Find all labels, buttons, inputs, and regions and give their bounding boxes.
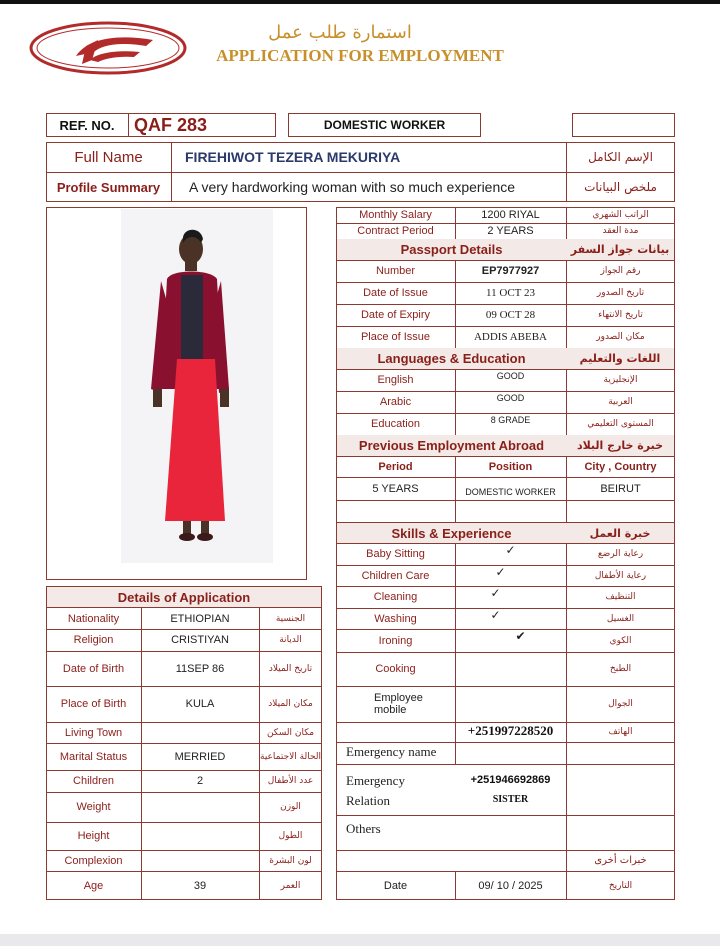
passport-row-label-ar: رقم الجواز	[600, 266, 641, 276]
column-divider	[566, 565, 567, 586]
language-row-value: GOOD	[496, 371, 525, 381]
detail-label: Age	[83, 879, 104, 892]
detail-label-ar: مكان الميلاد	[268, 699, 313, 709]
emergency-phone: +251946692869	[470, 773, 551, 786]
ref-number: QAF 283	[134, 114, 208, 135]
employment-period: 5 YEARS	[372, 482, 419, 495]
employee-mobile-label: Employee mobile	[374, 692, 423, 716]
employee-mobile-label-ar: الجوال	[608, 699, 633, 709]
column-divider	[566, 608, 567, 629]
column-divider	[566, 413, 567, 435]
language-row-value: GOOD	[496, 393, 525, 403]
passport-row-label-ar: تاريخ الانتهاء	[598, 310, 643, 320]
skill-row-label-ar: رعاية الرضع	[597, 549, 644, 559]
passport-row-label-ar: تاريخ الصدور	[596, 288, 645, 298]
details-title: Details of Application	[47, 587, 321, 608]
date-label: Date	[383, 879, 408, 892]
previous-work-label-ar: خبرات أخرى	[594, 855, 647, 866]
employment-section-title-ar: خبرة خارج البلاد	[566, 435, 674, 456]
employment-header-position: Position	[488, 460, 533, 473]
skill-row-value: ✓	[490, 608, 501, 622]
skills-section-title: Skills & Experience	[337, 523, 566, 543]
row-divider	[336, 764, 675, 765]
detail-value	[141, 850, 259, 871]
skill-row-value: ✔	[515, 629, 526, 643]
company-logo	[28, 20, 188, 76]
skill-row-label-ar: الطبخ	[609, 664, 632, 674]
skill-row-value	[455, 652, 566, 686]
detail-label: Date of Birth	[62, 662, 125, 675]
applicant-photo	[121, 209, 273, 563]
detail-value	[141, 722, 259, 743]
column-divider	[566, 260, 567, 282]
profile-summary-label: Profile Summary	[56, 179, 161, 195]
detail-label: Nationality	[67, 612, 120, 625]
column-divider	[566, 223, 567, 239]
profile-summary-value: A very hardworking woman with so much experience	[189, 179, 516, 195]
language-row-value: 8 GRADE	[490, 415, 531, 425]
date-value: 09/ 10 / 2025	[478, 879, 543, 892]
detail-label: Complexion	[64, 854, 123, 867]
skill-row-label-ar: رعاية الأطفال	[594, 570, 647, 581]
skill-row-label-ar: الكوي	[609, 635, 632, 646]
emergency-label: Emergency	[346, 772, 405, 788]
bottom-strip	[0, 934, 720, 946]
detail-value	[141, 822, 259, 850]
employment-header-period: Period	[378, 460, 413, 473]
detail-label-ar: الجنسية	[275, 613, 306, 624]
column-divider	[566, 742, 567, 871]
column-divider	[455, 391, 456, 413]
column-divider	[455, 742, 456, 764]
passport-row-label: Number	[375, 265, 416, 277]
detail-label-ar: الطول	[278, 831, 303, 841]
detail-label-ar: الوزن	[280, 802, 301, 812]
detail-value: KULA	[185, 698, 215, 710]
column-divider	[566, 304, 567, 326]
employee-phone-label-ar: الهاتف	[608, 727, 633, 737]
employee-phone: +251997228520	[467, 723, 554, 738]
column-divider	[455, 282, 456, 304]
passport-section-title: Passport Details	[337, 239, 566, 260]
column-divider	[455, 871, 456, 900]
language-row-label: English	[377, 374, 414, 386]
skill-row-label: Baby Sitting	[366, 548, 425, 560]
detail-value	[141, 792, 259, 822]
emergency-name-label: Emergency name	[346, 744, 437, 759]
detail-value: ETHIOPIAN	[170, 612, 230, 625]
column-divider	[566, 686, 567, 722]
position-title: DOMESTIC WORKER	[323, 118, 446, 132]
column-divider	[455, 722, 456, 742]
employment-position: DOMESTIC WORKER	[465, 486, 556, 497]
detail-value: 2	[196, 775, 204, 787]
column-divider	[455, 260, 456, 282]
detail-value: 39	[193, 879, 207, 892]
contract-period-label-ar: مدة العقد	[602, 226, 639, 236]
column-divider	[455, 326, 456, 348]
passport-row-value: 11 OCT 23	[486, 287, 535, 299]
full-name-label-ar: الإسم الكامل	[588, 150, 653, 164]
column-divider	[566, 722, 567, 742]
skill-row-value: ✓	[505, 543, 516, 557]
column-divider	[566, 282, 567, 304]
relation-value: SISTER	[492, 794, 529, 805]
languages-section-title: Languages & Education	[337, 348, 566, 369]
passport-row-label-ar: مكان الصدور	[596, 332, 645, 342]
column-divider	[566, 391, 567, 413]
language-row-label-ar: المستوى التعليمي	[587, 419, 654, 429]
monthly-salary-value: 1200 RIYAL	[481, 209, 540, 221]
passport-row-label: Date of Issue	[363, 287, 428, 299]
detail-label-ar: العمر	[280, 880, 301, 891]
language-row-label: Education	[371, 418, 420, 430]
column-divider	[455, 586, 456, 608]
monthly-salary-label-ar: الراتب الشهري	[592, 210, 649, 220]
skill-row-value: ✓	[490, 586, 501, 600]
skill-row-value: ✓	[495, 565, 506, 579]
column-divider	[455, 608, 456, 629]
passport-row-label: Date of Expiry	[360, 309, 431, 321]
column-divider	[455, 652, 456, 686]
skill-row-label: Ironing	[378, 634, 413, 647]
detail-label-ar: عدد الأطفال	[267, 776, 314, 786]
detail-label-ar: تاريخ الميلاد	[268, 663, 313, 674]
languages-section-title-ar: اللغات والتعليم	[566, 348, 674, 369]
column-divider	[566, 586, 567, 608]
top-bar	[0, 0, 720, 4]
column-divider	[566, 369, 567, 391]
column-divider	[455, 304, 456, 326]
contract-period-value: 2 YEARS	[487, 225, 534, 237]
column-divider	[455, 543, 456, 565]
title-arabic: استمارة طلب عمل	[268, 22, 412, 43]
column-divider	[566, 871, 567, 900]
detail-label-ar: الحالة الاجتماعية	[260, 751, 321, 762]
relation-label: Relation	[346, 792, 391, 808]
detail-label-ar: الديانة	[279, 635, 302, 645]
language-row-label: Arabic	[379, 396, 412, 408]
skill-row-label: Children Care	[361, 569, 430, 582]
column-divider	[455, 686, 456, 722]
date-label-ar: التاريخ	[608, 880, 633, 891]
detail-value: MERRIED	[174, 750, 226, 763]
column-divider	[566, 543, 567, 565]
full-name-value: FIREHIWOT TEZERA MEKURIYA	[185, 149, 401, 165]
column-divider	[455, 413, 456, 435]
passport-row-value: ADDIS ABEBA	[473, 331, 548, 343]
detail-label: Place of Birth	[60, 698, 127, 710]
monthly-salary-label: Monthly Salary	[359, 209, 432, 221]
detail-value: CRISTIYAN	[171, 634, 229, 646]
skill-row-label: Cleaning	[373, 591, 418, 603]
column-divider	[566, 326, 567, 348]
column-divider	[566, 207, 567, 223]
language-row-label-ar: العربية	[608, 397, 633, 407]
column-divider	[566, 629, 567, 652]
column-divider	[455, 629, 456, 652]
row-divider	[336, 500, 675, 501]
skills-section-title-ar: خبرة العمل	[566, 523, 674, 543]
detail-label: Living Town	[64, 726, 123, 739]
passport-row-value: 09 OCT 28	[485, 309, 536, 321]
detail-value: 11SEP 86	[175, 662, 225, 675]
detail-label-ar: مكان السكن	[266, 727, 315, 738]
column-divider	[455, 207, 456, 223]
ref-extra-box	[572, 113, 675, 137]
column-divider	[455, 369, 456, 391]
employee-mobile-value	[455, 686, 566, 722]
detail-label: Children	[73, 775, 114, 787]
detail-label: Marital Status	[59, 750, 128, 763]
passport-row-label: Place of Issue	[360, 331, 431, 343]
detail-label: Height	[77, 830, 110, 842]
emergency-name-value	[455, 742, 566, 762]
employment-section-title: Previous Employment Abroad	[337, 435, 566, 456]
row-divider	[336, 815, 675, 816]
contract-period-label: Contract Period	[357, 225, 434, 237]
skill-row-label: Cooking	[375, 663, 416, 675]
detail-label-ar: لون البشرة	[269, 855, 312, 866]
column-divider	[455, 565, 456, 586]
skill-row-label: Washing	[374, 612, 417, 625]
passport-section-title-ar: بيانات جواز السفر	[566, 239, 674, 260]
column-divider	[455, 223, 456, 239]
others-label: Others	[346, 820, 381, 836]
column-divider	[566, 652, 567, 686]
skill-row-label-ar: التنظيف	[605, 592, 636, 602]
profile-summary-label-ar: ملخص البيانات	[584, 180, 657, 194]
employment-header-city: City , Country	[584, 460, 657, 473]
detail-label: Weight	[76, 801, 111, 813]
detail-label: Religion	[73, 634, 114, 646]
ref-label: REF. NO.	[59, 117, 115, 133]
page-title: APPLICATION FOR EMPLOYMENT	[216, 46, 504, 65]
language-row-label-ar: الإنجليزية	[603, 375, 638, 385]
full-name-label: Full Name	[74, 148, 143, 166]
skill-row-label-ar: الغسيل	[606, 613, 635, 624]
passport-row-value: EP7977927	[481, 265, 540, 277]
employment-city: BEIRUT	[600, 482, 641, 495]
